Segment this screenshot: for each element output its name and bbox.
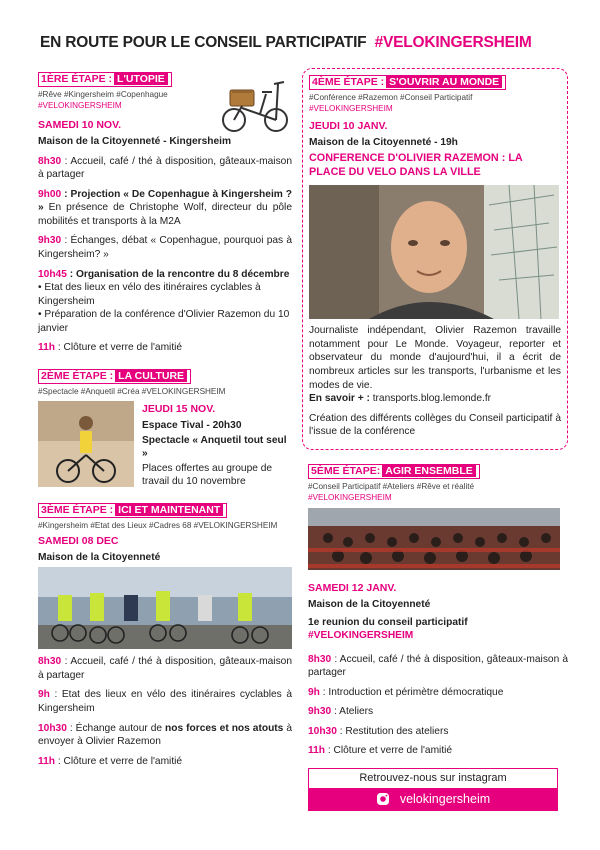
bullet-item: • Etat des lieux en vélo des itinéraires cyclables à Kingersheim — [38, 282, 261, 307]
reunion-hashtag: #VELOKINGERSHEIM — [308, 630, 414, 642]
stage-number: 1ÈRE ÉTAPE : — [41, 73, 112, 85]
item-text: : Clôture et verre de l'amitié — [55, 342, 183, 354]
time: 8h30 — [308, 653, 332, 665]
speaker-bio: Journaliste indépendant, Olivier Razemon travaille notamment pour Le Monde. Voyageur, reporter et observateur du monde d'aujourd'hui, il a écrit de nombreux articles sur les transports, l'urbanisme et les modes de vie. — [309, 325, 561, 391]
stage-number: 2ÈME ÉTAPE : — [41, 369, 114, 382]
left-column — [38, 72, 292, 778]
stage-4-place: Maison de la Citoyenneté - 19h — [309, 137, 458, 149]
reunion-title: 1e reunion du conseil participatif — [308, 616, 468, 628]
time: 8h30 — [38, 656, 62, 668]
speaker-portrait-photo — [309, 185, 559, 319]
time: 8h30 — [38, 155, 62, 167]
program-item — [38, 688, 292, 715]
item-text: En présence de Christophe Wolf, directeur du pôle mobilités et transports à la M2A — [38, 202, 292, 227]
time: 9h — [308, 686, 320, 698]
stage-2-note: Places offertes au groupe de travail du 10 novembre — [142, 462, 273, 488]
item-text: : Accueil, café / thé à disposition, gâteaux-maison à partager — [38, 155, 292, 181]
time: 11h — [308, 745, 325, 757]
stage-3-place: Maison de la Citoyenneté — [38, 551, 161, 563]
stage-1 — [38, 72, 292, 355]
instagram-handle[interactable]: velokingersheim — [399, 791, 491, 806]
item-text: à envoyer à Olivier Razemon — [38, 722, 292, 748]
stage-2-show: Spectacle « Anquetil tout seul » — [142, 434, 287, 460]
tags-line: #Conseil Participatif #Ateliers #Rêve et réalité — [308, 481, 475, 491]
time: 10h30 — [38, 722, 67, 734]
time: 9h30 — [38, 235, 62, 247]
stage-number: 4ÈME ÉTAPE : — [312, 76, 385, 88]
creation-note: Création des différents collèges du Conseil participatif à l'issue de la conférence — [309, 412, 561, 438]
stage-5 — [302, 464, 568, 758]
stage-5-tags — [308, 481, 568, 503]
stage-number: 3ÈME ÉTAPE : — [41, 503, 114, 516]
stage-3-date: SAMEDI 08 DEC — [38, 534, 119, 547]
instagram-icon — [376, 792, 390, 806]
item-text: : Accueil, café / thé à disposition, gâteaux-maison à partager — [308, 653, 568, 679]
time: 11h — [38, 755, 55, 767]
instagram-label: Retrouvez-nous sur instagram — [359, 772, 507, 784]
more-info — [309, 392, 561, 406]
program-item — [308, 705, 568, 719]
stage-name: ICI ET MAINTENANT — [115, 504, 223, 516]
program-item — [38, 722, 292, 749]
stage-1-date: SAMEDI 10 NOV. — [38, 119, 122, 132]
item-text: : Ateliers — [331, 706, 374, 718]
program-item — [308, 686, 568, 700]
program-item — [38, 234, 292, 261]
stage-4-heading — [309, 75, 506, 90]
item-bold: : Organisation de la rencontre du 8 décembre — [66, 268, 290, 280]
item-text: : Échange autour de — [66, 722, 166, 734]
right-column — [302, 68, 568, 811]
assembly-photo — [308, 508, 560, 570]
item-text: : Etat des lieux en vélo des itinéraires cyclables à Kingersheim — [38, 689, 292, 715]
stage-5-date: SAMEDI 12 JANV. — [308, 581, 397, 594]
time: 10h45 — [38, 268, 67, 280]
time: 9h00 — [38, 188, 62, 200]
title-main: EN ROUTE POUR LE CONSEIL PARTICIPATIF — [40, 34, 367, 51]
stage-5-place: Maison de la Citoyenneté — [308, 598, 431, 610]
program-item — [38, 341, 292, 355]
time: 11h — [38, 342, 55, 354]
stage-2-place: Espace Tival - 20h30 — [142, 419, 242, 431]
title-hashtag: #VELOKINGERSHEIM — [374, 34, 532, 51]
item-bold: nos forces et nos atouts — [165, 722, 284, 734]
item-text: : Accueil, café / thé à disposition, gâteaux-maison à partager — [38, 656, 292, 681]
item-text: : Restitution des ateliers — [336, 725, 449, 737]
stage-4 — [302, 68, 568, 450]
time: 10h30 — [308, 725, 337, 737]
conference-title: CONFERENCE D'OLIVIER RAZEMON : LA PLACE DU VELO DANS LA VILLE — [309, 151, 523, 178]
stage-1-heading — [38, 72, 172, 87]
program-item — [308, 744, 568, 758]
program-item — [308, 653, 568, 680]
time: 9h30 — [308, 706, 332, 718]
cyclist-stage-photo — [38, 401, 134, 487]
item-bold: : Projection « De Copenhague à Kingersheim ? » — [38, 188, 292, 214]
stage-4-date: JEUDI 10 JANV. — [309, 120, 388, 133]
stage-2-tags: #Spectacle #Anquetil #Créa #VELOKINGERSHEIM — [38, 386, 226, 396]
tags-hashtag: #VELOKINGERSHEIM — [308, 492, 392, 502]
instagram-handle-bar[interactable] — [309, 788, 557, 811]
bullet-item: • Préparation de la conférence d'Olivier Razemon du 10 janvier — [38, 309, 290, 334]
stage-2 — [38, 369, 292, 489]
item-text: : Échanges, débat « Copenhague, pourquoi pas à Kingersheim? » — [38, 235, 292, 261]
stage-3 — [38, 503, 292, 769]
stage-2-date: JEUDI 15 NOV. — [142, 403, 216, 416]
program-item — [38, 188, 292, 229]
stage-name: LA CULTURE — [115, 370, 187, 382]
tags-line: #Rêve #Kingersheim #Copenhague — [38, 90, 168, 99]
more-info-link[interactable]: transports.blog.lemonde.fr — [369, 393, 492, 405]
stage-name: AGIR ENSEMBLE — [382, 465, 476, 477]
stage-3-tags: #Kingersheim #Etat des Lieux #Cadres 68 #VELOKINGERSHEIM — [38, 520, 278, 530]
tags-hashtag: #VELOKINGERSHEIM — [38, 101, 122, 111]
stage-1-place: Maison de la Citoyenneté - Kingersheim — [38, 136, 232, 148]
time: 9h — [38, 689, 50, 701]
stage-2-heading — [38, 369, 191, 384]
more-label: En savoir + : — [309, 393, 370, 405]
group-ride-photo — [38, 567, 292, 649]
page-title — [40, 34, 532, 52]
instagram-box[interactable] — [308, 768, 558, 811]
item-text: : Clôture et verre de l'amitié — [55, 755, 183, 767]
stage-name: S'OUVRIR AU MONDE — [386, 76, 502, 88]
cargo-bike-icon — [220, 76, 292, 136]
program-item — [38, 268, 292, 282]
stage-3-heading — [38, 503, 227, 518]
stage-name: L'UTOPIE — [114, 73, 168, 85]
stage-4-tags — [309, 92, 561, 114]
item-text: : Clôture et verre de l'amitié — [325, 745, 453, 757]
program-item — [308, 725, 568, 739]
program-item — [38, 655, 292, 682]
program-item — [38, 755, 292, 769]
item-text: : Introduction et périmètre démocratique — [319, 686, 504, 698]
stage-number: 5ÈME ÉTAPE: — [311, 464, 381, 477]
tags-hashtag: #VELOKINGERSHEIM — [309, 104, 393, 114]
program-item — [38, 155, 292, 182]
stage-5-heading — [308, 464, 480, 479]
tags-line: #Conférence #Razemon #Conseil Participatif — [309, 93, 473, 102]
